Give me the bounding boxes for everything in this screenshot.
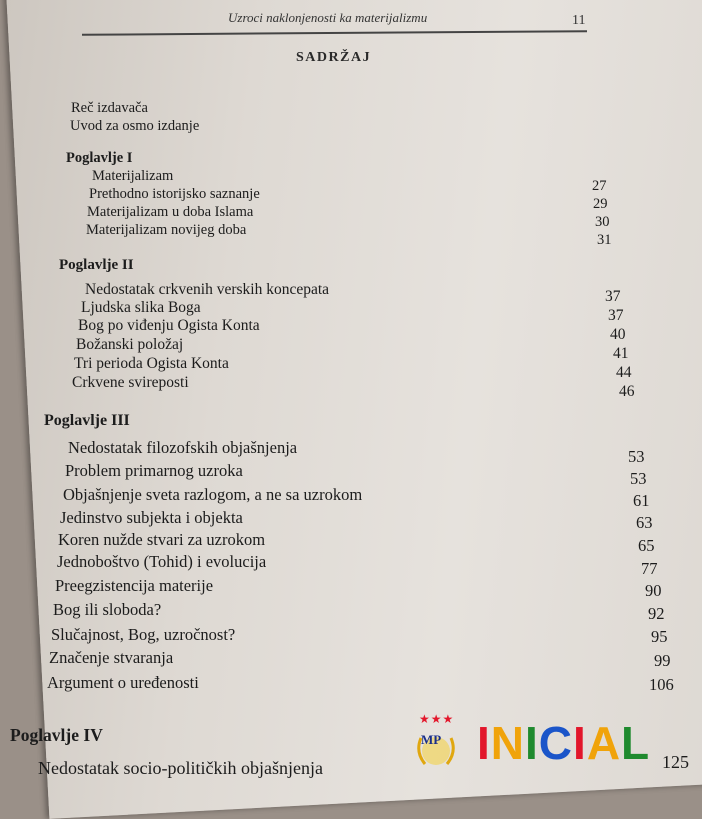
header-rule bbox=[82, 30, 587, 35]
toc-entry-title: Jednoboštvo (Tohid) i evolucija bbox=[57, 552, 267, 571]
logo-letter: L bbox=[621, 717, 651, 769]
toc-entry-page: 46 bbox=[619, 383, 635, 400]
logo-wordmark bbox=[477, 716, 650, 770]
toc-entry-page: 53 bbox=[628, 447, 645, 466]
toc-entry-title: Nedostatak filozofskih objašnjenja bbox=[68, 438, 298, 457]
toc-entry-page: 37 bbox=[608, 307, 624, 324]
toc-entry-title: Materijalizam novijeg doba bbox=[86, 222, 247, 238]
star-icons: ★★★ bbox=[419, 712, 455, 726]
logo-letter: I bbox=[573, 717, 587, 769]
toc-entry-page: 106 bbox=[649, 675, 674, 694]
toc-entry-page: 53 bbox=[630, 469, 647, 488]
logo-letter: I bbox=[477, 717, 491, 769]
toc-entry-title: Koren nužde stvari za uzrokom bbox=[58, 530, 266, 549]
logo-badge-text: MP bbox=[421, 732, 442, 747]
toc-entry-title: Tri perioda Ogista Konta bbox=[74, 355, 229, 372]
toc-entry-title: Jedinstvo subjekta i objekta bbox=[60, 508, 243, 527]
toc-heading: SADRŽAJ bbox=[296, 50, 372, 65]
publisher-watermark-logo bbox=[413, 712, 698, 772]
toc-entry-page: 31 bbox=[597, 232, 612, 248]
toc-entry-title: Objašnjenje sveta razlogom, a ne sa uzrokom bbox=[63, 485, 363, 504]
toc-entry-page: 40 bbox=[610, 326, 626, 343]
toc-entry-title: Bog po viđenju Ogista Konta bbox=[78, 317, 260, 334]
toc-entry-page: 125 bbox=[662, 752, 689, 772]
running-title: Uzroci naklonjenosti ka materijalizmu bbox=[228, 10, 428, 25]
toc-entry-title: Problem primarnog uzroka bbox=[65, 461, 243, 480]
chapter-label: Poglavlje IV bbox=[10, 725, 103, 745]
header-page-number: 11 bbox=[572, 13, 586, 28]
toc-entry-title: Nedostatak crkvenih verskih koncepata bbox=[85, 281, 330, 298]
toc-entry-title: Materijalizam u doba Islama bbox=[87, 204, 254, 220]
toc-entry-page: 63 bbox=[636, 513, 653, 532]
toc-entry-front: Reč izdavača bbox=[71, 100, 148, 116]
toc-entry-title: Slučajnost, Bog, uzročnost? bbox=[51, 625, 236, 644]
logo-letter: A bbox=[586, 717, 622, 769]
toc-entry-page: 99 bbox=[654, 651, 671, 670]
toc-entry-title: Značenje stvaranja bbox=[49, 648, 174, 667]
toc-entry-page: 77 bbox=[641, 559, 658, 578]
toc-entry-page: 41 bbox=[613, 345, 629, 362]
toc-entry-page: 29 bbox=[593, 196, 608, 212]
logo-letter: I bbox=[525, 717, 539, 769]
toc-entry-title: Prethodno istorijsko saznanje bbox=[89, 186, 260, 202]
toc-entry-page: 65 bbox=[638, 536, 655, 555]
toc-entry-title: Božanski položaj bbox=[76, 336, 184, 353]
toc-entry-page: 61 bbox=[633, 491, 650, 510]
toc-entry-title: Nedostatak socio-političkih objašnjenja bbox=[38, 758, 323, 778]
chapter-label: Poglavlje III bbox=[44, 412, 130, 429]
logo-letter: N bbox=[490, 717, 526, 769]
chapter-label: Poglavlje I bbox=[66, 150, 133, 166]
chapter-label: Poglavlje II bbox=[59, 257, 134, 273]
toc-entry-title: Argument o uređenosti bbox=[47, 673, 199, 692]
toc-entry-page: 95 bbox=[651, 627, 668, 646]
toc-entry-page: 27 bbox=[592, 178, 607, 194]
toc-entry-page: 44 bbox=[616, 364, 632, 381]
toc-entry-title: Ljudska slika Boga bbox=[81, 299, 201, 316]
toc-entry-page: 92 bbox=[648, 604, 665, 623]
toc-entry-page: 90 bbox=[645, 581, 662, 600]
toc-entry-page: 37 bbox=[605, 288, 621, 305]
logo-letter: C bbox=[538, 717, 574, 769]
toc-entry-title: Preegzistencija materije bbox=[55, 576, 214, 595]
toc-entry-front: Uvod za osmo izdanje bbox=[70, 118, 200, 134]
toc-entry-title: Bog ili sloboda? bbox=[53, 600, 162, 619]
toc-entry-title: Materijalizam bbox=[92, 168, 174, 184]
toc-entry-title: Crkvene svireposti bbox=[72, 374, 189, 391]
toc-entry-page: 30 bbox=[595, 214, 610, 230]
